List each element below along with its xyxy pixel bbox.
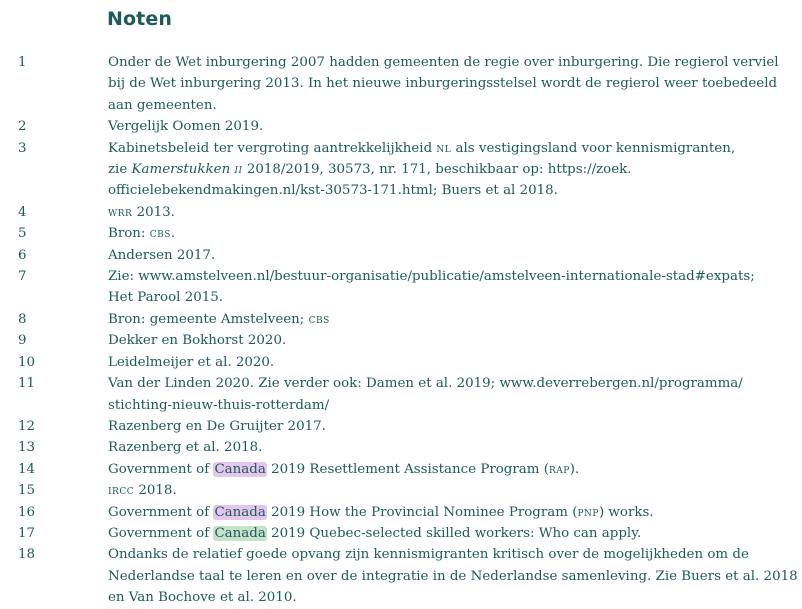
note-number: 6	[18, 247, 27, 263]
note-item	[0, 373, 802, 416]
note-text-segment: Razenberg et al. 2018.	[108, 440, 263, 456]
abbreviation: rap	[548, 461, 570, 477]
note-number: 1	[18, 55, 27, 70]
note-text-segment: ) works.	[598, 504, 654, 520]
note-text-segment: Vergelijk Oomen 2019.	[108, 119, 264, 135]
note-number: 15	[18, 483, 36, 499]
note-text-segment: Andersen 2017.	[108, 247, 216, 263]
abbreviation: cbs	[149, 226, 171, 242]
italic-title: Kamerstukken	[131, 162, 235, 178]
note-number: 11	[18, 376, 36, 392]
note-text-segment: Het Parool 2015.	[108, 290, 224, 306]
note-text-segment: Dekker en Bokhorst 2020.	[108, 333, 287, 349]
note-number: 2	[18, 119, 27, 135]
note-item	[0, 437, 802, 458]
note-number: 16	[18, 504, 36, 520]
note-text-segment: 2013.	[132, 204, 175, 220]
note-item	[0, 309, 802, 330]
note-text-segment: 2019 Quebec-selected skilled workers: Who can apply.	[266, 525, 642, 541]
note-item	[0, 266, 802, 309]
note-text-segment: 2018/2019, 30573, nr. 171, beschikbaar op: https://zoek.	[242, 162, 632, 178]
note-text-segment: .	[170, 226, 176, 242]
note-item	[0, 416, 802, 437]
notes-list	[0, 52, 802, 609]
note-text	[108, 266, 798, 309]
note-number: 13	[18, 440, 36, 456]
note-text-segment: Razenberg en De Gruijter 2017.	[108, 418, 326, 434]
note-text-segment: 2019 Resettlement Assistance Program (	[266, 461, 549, 477]
note-number: 18	[18, 547, 36, 563]
note-text	[108, 544, 798, 608]
note-text-segment: Van der Linden 2020. Zie verder ook: Damen et al. 2019; www.deverrebergen.nl/programma/	[108, 376, 743, 392]
note-text	[108, 459, 798, 480]
note-item	[0, 480, 802, 501]
note-text-segment: Government of	[108, 525, 214, 541]
note-item	[0, 245, 802, 266]
note-text-segment: Bron: gemeente Amstelveen;	[108, 311, 309, 327]
abbreviation: ircc	[108, 483, 135, 499]
note-number: 14	[18, 461, 36, 477]
note-text	[108, 373, 798, 416]
note-number: 7	[18, 269, 27, 285]
note-text	[108, 138, 798, 202]
note-text	[108, 480, 798, 501]
note-text-segment: stichting-nieuw-thuis-rotterdam/	[108, 397, 330, 413]
note-text	[108, 352, 798, 373]
note-item	[0, 544, 802, 608]
note-text-segment: Onder de Wet inburgering 2007 hadden gemeenten de regie over inburgering. Die regierol verviel bij de Wet inburgering 2013. In het nieuwe inburgeringsstelsel wordt de regierol weer toebedeeld aan gemeenten.	[108, 55, 779, 113]
note-text-segment: zie	[108, 162, 132, 178]
note-text-segment: ).	[569, 461, 580, 477]
note-text	[108, 245, 798, 266]
highlighted-word: Canada	[214, 461, 266, 477]
note-text-segment: Kabinetsbeleid ter vergroting aantrekkelijkheid	[108, 140, 437, 156]
note-text	[108, 523, 798, 544]
note-number: 8	[18, 311, 27, 327]
italic-abbreviation: ii	[234, 162, 243, 178]
note-text	[108, 309, 798, 330]
note-text-segment: Government of	[108, 461, 214, 477]
note-item	[0, 330, 802, 351]
note-item	[0, 52, 802, 116]
note-number: 3	[18, 140, 27, 156]
note-item	[0, 459, 802, 480]
note-text	[108, 202, 798, 223]
note-text-segment: Leidelmeijer et al. 2020.	[108, 354, 275, 370]
note-text	[108, 416, 798, 437]
highlighted-word: Canada	[214, 504, 266, 520]
note-text-segment: officielebekendmakingen.nl/kst-30573-171.html; Buers et al 2018.	[108, 183, 558, 199]
abbreviation: wrr	[108, 204, 133, 220]
note-text	[108, 52, 798, 116]
note-item	[0, 223, 802, 244]
note-item	[0, 352, 802, 373]
note-number: 10	[18, 354, 36, 370]
note-text	[108, 502, 798, 523]
note-number: 5	[18, 226, 27, 242]
page-title: Noten	[107, 8, 172, 30]
note-text-segment: Government of	[108, 504, 214, 520]
note-item	[0, 523, 802, 544]
note-text-segment: Ondanks de relatief goede opvang zijn kennismigranten kritisch over de mogelijkheden om de Nederlandse taal te leren en over de integratie in de Nederlandse samenleving. Zie Buers et al. 2018 en Van Bochove et al. 2010.	[108, 547, 798, 606]
note-item	[0, 202, 802, 223]
highlighted-word: Canada	[214, 525, 266, 541]
note-text-segment: 2019 How the Provincial Nominee Program (	[266, 504, 578, 520]
note-text-segment: Zie: www.amstelveen.nl/bestuur-organisatie/publicatie/amstelveen-internationale-stad#expats;	[108, 269, 755, 285]
note-text	[108, 116, 798, 137]
note-item	[0, 502, 802, 523]
note-number: 9	[18, 333, 27, 349]
note-number: 12	[18, 418, 36, 434]
abbreviation: nl	[436, 140, 452, 156]
abbreviation: cbs	[308, 311, 330, 327]
note-text	[108, 330, 798, 351]
note-text-segment: Bron:	[108, 226, 150, 242]
note-number: 17	[18, 525, 36, 541]
abbreviation: pnp	[577, 504, 599, 520]
note-text	[108, 437, 798, 458]
note-number: 4	[18, 204, 27, 220]
note-text-segment: 2018.	[134, 483, 177, 499]
note-item	[0, 138, 802, 202]
note-text	[108, 223, 798, 244]
note-item	[0, 116, 802, 137]
note-text-segment: als vestigingsland voor kennismigranten,	[451, 140, 736, 156]
